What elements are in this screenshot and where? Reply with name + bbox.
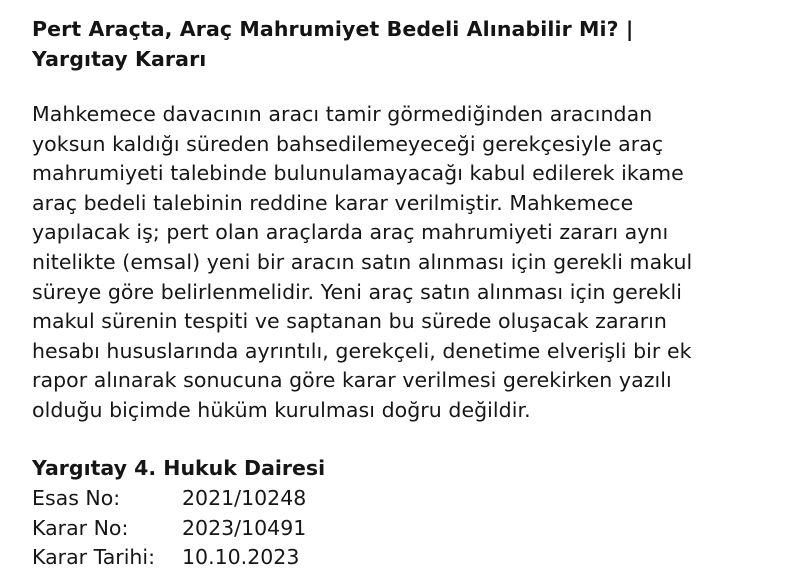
case-reference-block	[32, 454, 750, 573]
karar-tarihi-value: 10.10.2023	[182, 545, 300, 570]
court-name: Yargıtay 4. Hukuk Dairesi	[32, 455, 326, 480]
case-reference-row	[32, 484, 750, 514]
karar-no-label: Karar No:	[32, 515, 129, 540]
page-title: Pert Araçta, Araç Mahrumiyet Bedeli Alınabilir Mi? | Yargıtay Kararı	[32, 17, 634, 71]
karar-no-value: 2023/10491	[182, 515, 307, 540]
decision-summary-paragraph: Mahkemece davacının aracı tamir görmediğinden aracından yoksun kaldığı süreden bahsedilemeyeceği gerekçesiyle araç mahrumiyeti talebinde bulunulamayacağı kabul edilerek ikame araç bedeli talebinin reddine karar verilmiştir. Mahkemece yapılacak iş; pert olan araçlarda araç mahrumiyeti zararı aynı nitelikte (emsal) yeni bir aracın satın alınması için gerekli makul süreye göre belirlenmelidir. Yeni araç satın alınması için gerekli makul sürenin tespiti ve saptanan bu sürede oluşacak zararın hesabı hususlarında ayrıntılı, gerekçeli, denetime elverişli bir ek rapor alınarak sonucuna göre karar verilmesi gerekirken yazılı olduğu biçimde hüküm kurulması doğru değildir.	[32, 102, 693, 422]
esas-no-value: 2021/10248	[182, 486, 307, 511]
karar-tarihi-label: Karar Tarihi:	[32, 545, 155, 570]
case-reference-row	[32, 543, 750, 573]
case-reference-row	[32, 514, 750, 544]
esas-no-label: Esas No:	[32, 486, 121, 511]
